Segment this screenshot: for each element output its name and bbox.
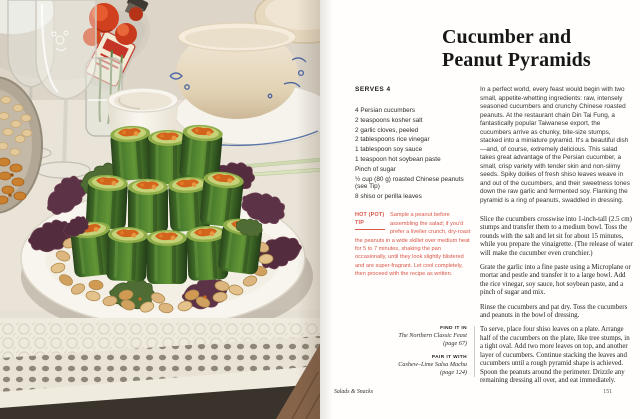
photo-lace-tablecloth — [0, 318, 320, 419]
recipe-page — [320, 0, 640, 419]
page-number: 151 — [603, 389, 612, 395]
recipe-step: Slice the cucumbers crosswise into 1-inch-tall (2.5 cm) stumps and transfer them to a medium bowl. Toss the rounds with the salt and let sit for about 15 minutes, while you prepare the vinaigrette. (The release of water will make the cucumber even crunchier.) — [480, 216, 633, 257]
find-it-in-label: FIND IT IN — [440, 326, 467, 331]
find-it-in-title: The Northern Classic Feast — [398, 332, 467, 339]
ingredient-item: 1 tablespoon soy sauce — [355, 146, 423, 154]
recipe-step: To serve, place four shiso leaves on a plate. Arrange half of the cucumbers on the plate, like tree stumps, in a tight oval. Add two more leaves on top, and another layer of cucumbers. Continue stacking the leaves and cucumbers until a rough pyramid shape is achieved. Spoon the peanuts around the perimeter. Drizzle any remaining dressing all over, and eat immediately. — [480, 326, 630, 384]
section-footer: Salads & Snacks — [334, 389, 373, 395]
find-it-in-reference — [349, 326, 467, 348]
ingredient-item: 2 teaspoons kosher salt — [355, 116, 423, 124]
ingredient-item: 4 Persian cucumbers — [355, 107, 416, 114]
tip-label-line2: TIP — [355, 219, 364, 226]
pair-it-with-page: (page 124) — [440, 369, 467, 377]
tip-label-line1: HOT (POT) — [355, 212, 385, 219]
find-it-in-page: (page 67) — [443, 340, 467, 348]
tip-text: Sample a peanut before assembling the salad; if you'd prefer a livelier crunch, dry-roast the peanuts in a wide skillet over medium heat for 5 to 7 minutes, shaking the pan occasionally, until they look slightly blistered and are super-fragrant. Let cool completely, then proceed with the recipe as written. — [355, 212, 471, 278]
ingredient-item: 2 garlic cloves, peeled — [355, 126, 419, 134]
ingredient-item: ½ cup (80 g) roasted Chinese peanuts (see Tip) — [355, 175, 464, 191]
tip-label — [355, 212, 385, 230]
ingredient-item: 2 tablespoons rice vinegar — [355, 136, 430, 144]
ingredients-column — [355, 86, 472, 278]
tip-note — [355, 211, 472, 278]
recipe-step: Rinse the cucumbers and pat dry. Toss the cucumbers and peanuts in the bowl of dressing. — [480, 303, 628, 320]
pair-it-with-label: PAIR IT WITH — [431, 355, 467, 361]
recipe-steps — [480, 216, 633, 385]
ingredients-list — [355, 107, 472, 200]
cross-references — [349, 326, 475, 377]
recipe-body-column — [480, 86, 633, 391]
recipe-title: Cucumber and Peanut Pyramids — [442, 26, 591, 71]
pair-it-with-title: Cashew–Lime Salsa Macha — [398, 361, 467, 369]
photo-gutter-shade — [296, 0, 320, 419]
ingredient-item: 1 teaspoon hot soybean paste — [355, 156, 441, 164]
recipe-intro: In a perfect world, every feast would begin with two small, appetite-whetting ingredients: raw, intensely seasoned cucumbers and crunchy Chinese roasted peanuts. At the restaurant chain Din Tai Fung, a fantastically popular Taiwanese export, the cucumbers arrive as chunky, bite-size stumps, stacked into a miniature pyramid. It's a beautiful dish—and, of course, extremely delicious. This salad takes great advantage of the Persian cucumber, a small, crisp variety with tender skin and non-slimy seeds. Spiky doilies of fresh shiso leaves weave in and out of the cucumbers, and their sweetness tones down the raw garlic and fermented soy. Flanking the pyramid is a ring of peanuts, swaddled in dressing. — [480, 86, 630, 204]
serves-label: SERVES 4 — [355, 86, 391, 93]
recipe-step: Grate the garlic into a fine paste using a Microplane or mortar and pestle and transfer it to a large bowl. Add the rice vinegar, soy sauce, hot soybean paste, and a pinch of sugar and mix. — [480, 264, 631, 297]
pair-it-with-reference — [349, 355, 467, 377]
photo-ceramic-bowl — [176, 23, 298, 119]
ingredient-item: 8 shiso or perilla leaves — [355, 192, 422, 200]
ingredient-item: Pinch of sugar — [355, 165, 396, 173]
